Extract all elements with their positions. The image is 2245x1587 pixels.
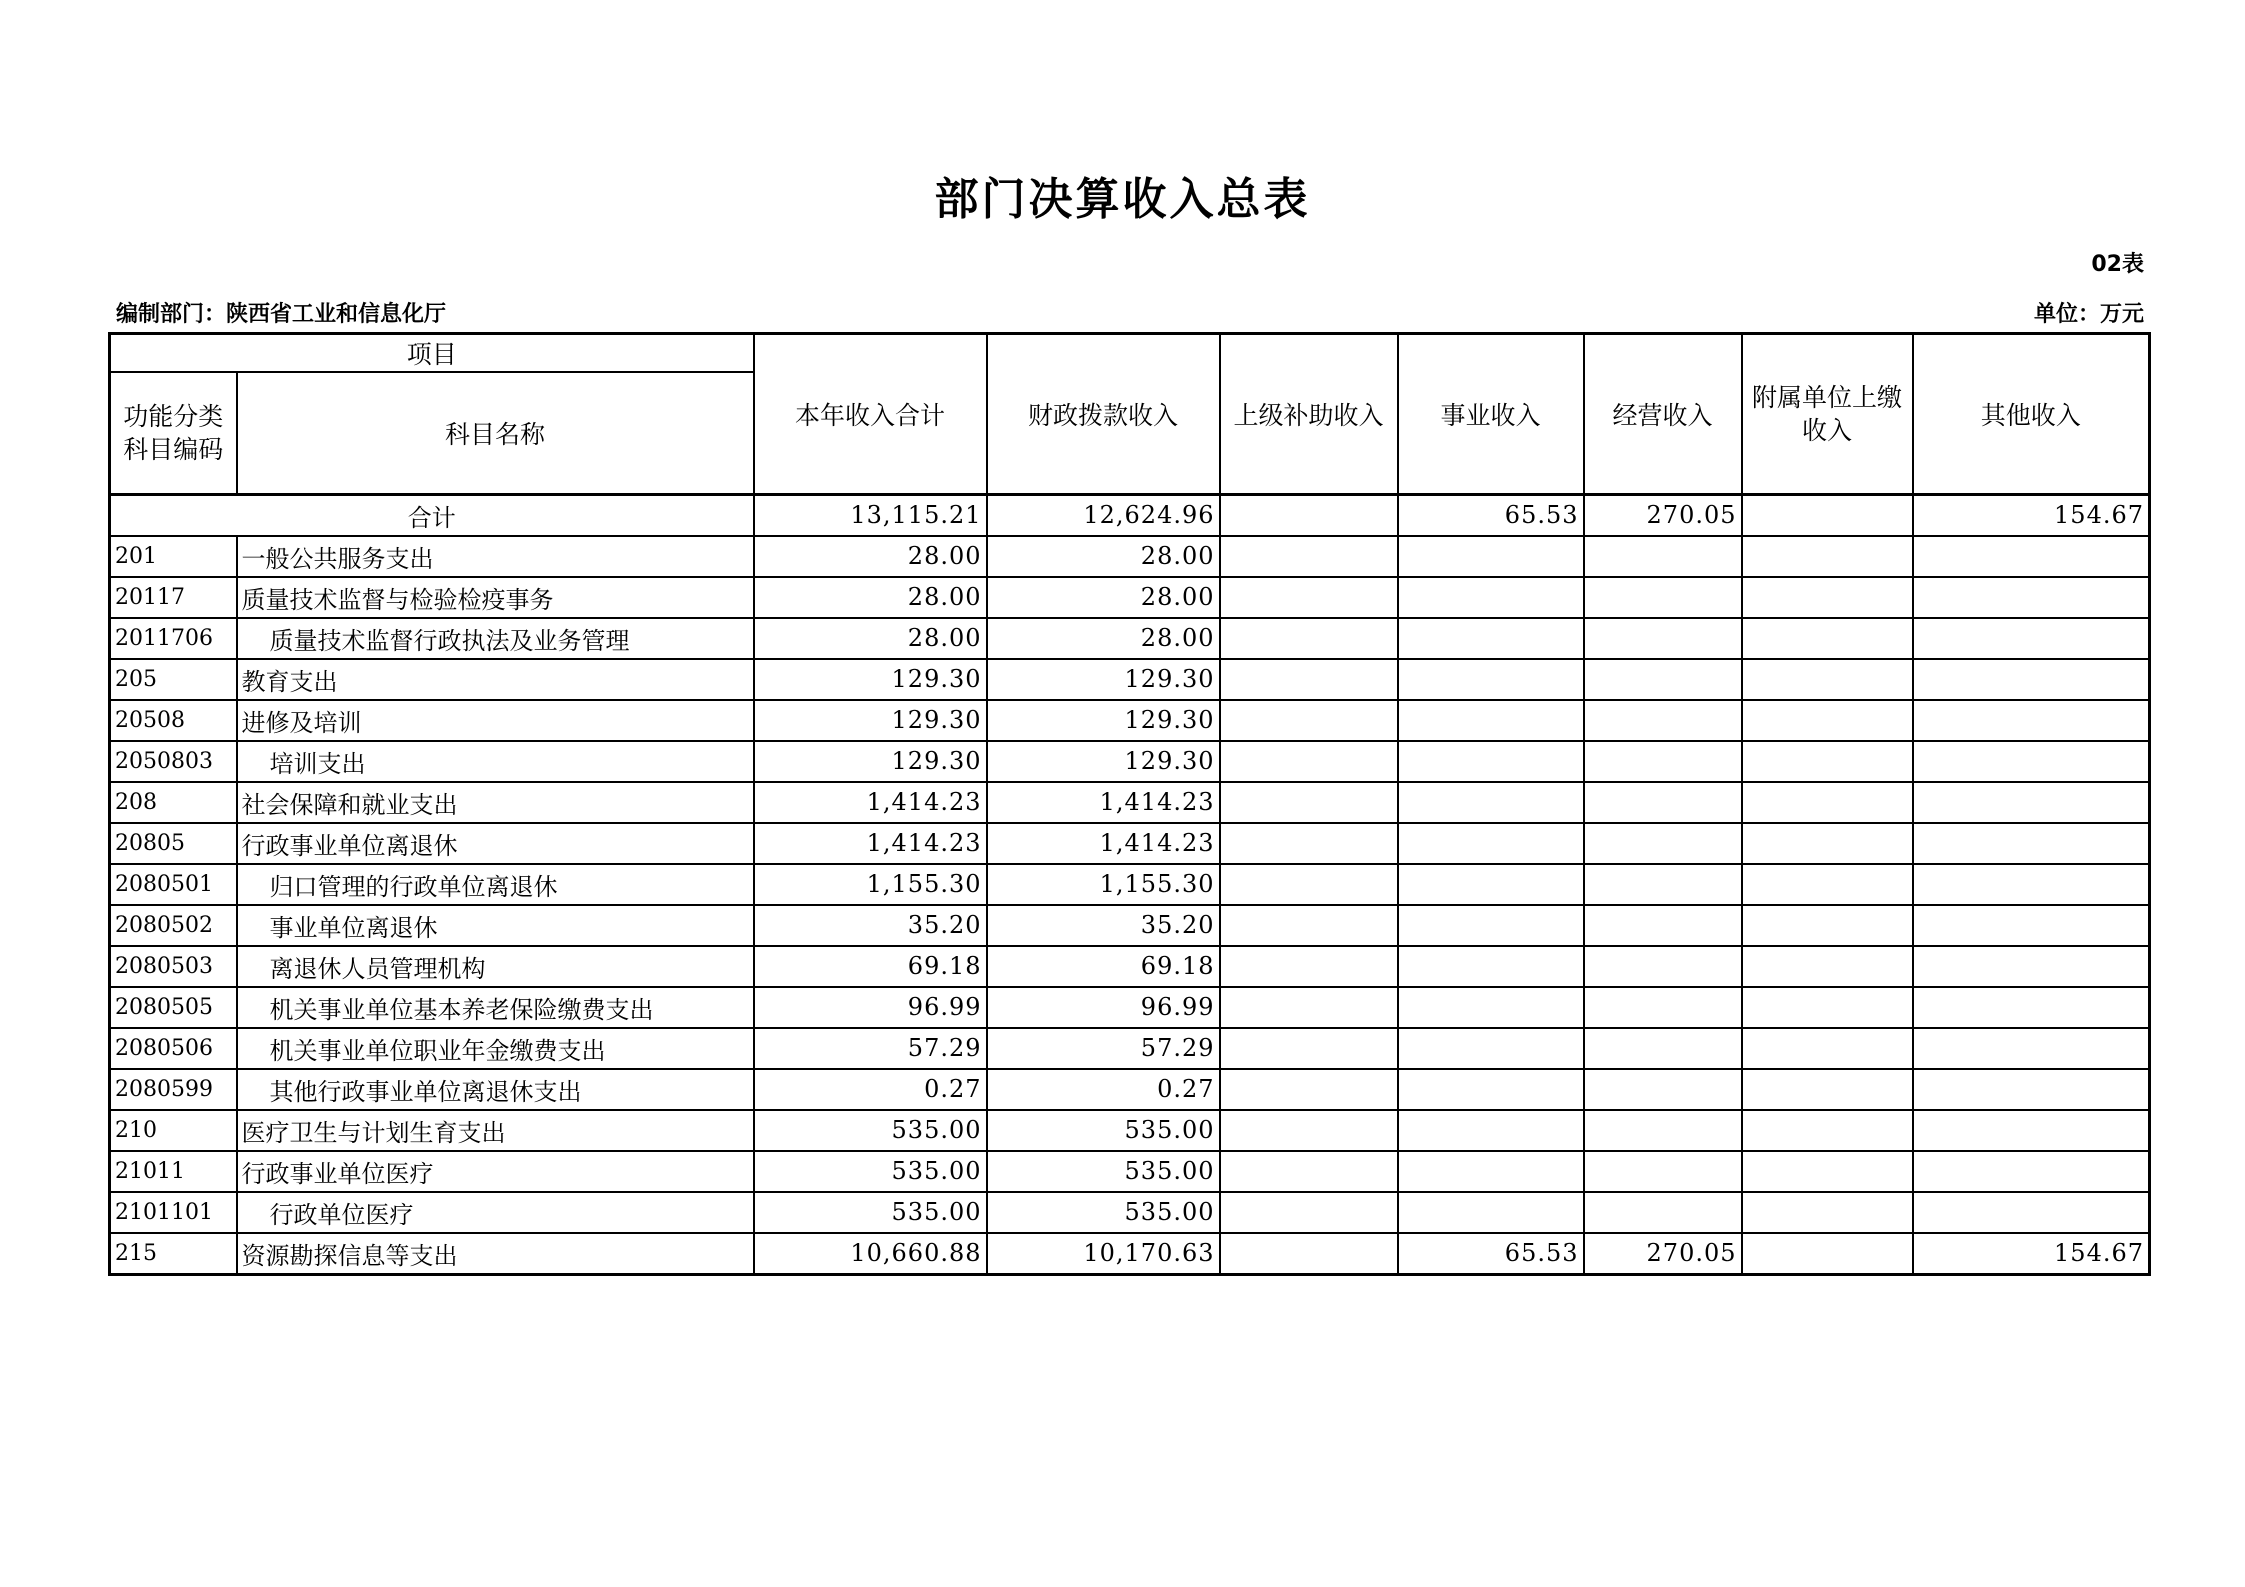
row-superior [1220, 946, 1398, 987]
unit-label: 单位：万元 [2033, 302, 2144, 327]
row-business [1398, 1069, 1584, 1110]
row-superior [1220, 577, 1398, 618]
row-operating [1584, 823, 1742, 864]
row-code: 2101101 [110, 1192, 237, 1233]
row-other [1913, 946, 2150, 987]
row-superior [1220, 618, 1398, 659]
table-row [110, 987, 2150, 1028]
row-operating: 270.05 [1584, 1233, 1742, 1275]
row-operating [1584, 700, 1742, 741]
row-name: 教育支出 [237, 659, 754, 700]
row-fiscal: 10,170.63 [987, 1233, 1220, 1275]
total-total: 13,115.21 [754, 494, 987, 536]
row-code: 205 [110, 659, 237, 700]
row-affiliated [1742, 1069, 1913, 1110]
row-business: 65.53 [1398, 1233, 1584, 1275]
row-code: 2080501 [110, 864, 237, 905]
row-business [1398, 782, 1584, 823]
row-fiscal: 96.99 [987, 987, 1220, 1028]
row-operating [1584, 536, 1742, 577]
department-label: 编制部门：陕西省工业和信息化厅 [116, 302, 447, 327]
row-other [1913, 700, 2150, 741]
table-number: 02表 [2091, 252, 2144, 277]
report-title: 部门决算收入总表 [934, 174, 1311, 225]
row-total: 0.27 [754, 1069, 987, 1110]
row-operating [1584, 1192, 1742, 1233]
row-code: 2011706 [110, 618, 237, 659]
total-affiliated [1742, 494, 1913, 536]
row-other [1913, 782, 2150, 823]
row-name: 离退休人员管理机构 [237, 946, 754, 987]
table-row [110, 700, 2150, 741]
row-affiliated [1742, 905, 1913, 946]
row-total: 28.00 [754, 536, 987, 577]
row-business [1398, 823, 1584, 864]
row-operating [1584, 618, 1742, 659]
row-superior [1220, 864, 1398, 905]
row-fiscal: 28.00 [987, 536, 1220, 577]
row-business [1398, 1192, 1584, 1233]
row-fiscal: 535.00 [987, 1192, 1220, 1233]
row-total: 129.30 [754, 659, 987, 700]
table-row [110, 618, 2150, 659]
header-fiscal: 财政拨款收入 [987, 334, 1220, 495]
row-name: 其他行政事业单位离退休支出 [237, 1069, 754, 1110]
row-operating [1584, 1110, 1742, 1151]
row-business [1398, 536, 1584, 577]
header-total: 本年收入合计 [754, 334, 987, 495]
row-operating [1584, 946, 1742, 987]
row-affiliated [1742, 741, 1913, 782]
row-operating [1584, 741, 1742, 782]
row-operating [1584, 1069, 1742, 1110]
row-name: 进修及培训 [237, 700, 754, 741]
row-business [1398, 1028, 1584, 1069]
row-fiscal: 1,155.30 [987, 864, 1220, 905]
row-affiliated [1742, 618, 1913, 659]
row-code: 208 [110, 782, 237, 823]
row-affiliated [1742, 823, 1913, 864]
row-other [1913, 1151, 2150, 1192]
row-code: 2080502 [110, 905, 237, 946]
row-code: 210 [110, 1110, 237, 1151]
row-affiliated [1742, 946, 1913, 987]
table-row [110, 782, 2150, 823]
row-business [1398, 700, 1584, 741]
row-affiliated [1742, 659, 1913, 700]
row-total: 1,155.30 [754, 864, 987, 905]
row-affiliated [1742, 987, 1913, 1028]
row-business [1398, 659, 1584, 700]
row-fiscal: 129.30 [987, 700, 1220, 741]
row-superior [1220, 782, 1398, 823]
row-name: 机关事业单位职业年金缴费支出 [237, 1028, 754, 1069]
total-label: 合计 [110, 494, 754, 536]
row-code: 21011 [110, 1151, 237, 1192]
row-superior [1220, 1110, 1398, 1151]
row-other [1913, 741, 2150, 782]
row-other [1913, 618, 2150, 659]
row-operating [1584, 577, 1742, 618]
row-fiscal: 35.20 [987, 905, 1220, 946]
row-operating [1584, 987, 1742, 1028]
row-total: 69.18 [754, 946, 987, 987]
row-business [1398, 905, 1584, 946]
row-name: 质量技术监督与检验检疫事务 [237, 577, 754, 618]
row-superior [1220, 1069, 1398, 1110]
table-row [110, 946, 2150, 987]
table-row [110, 905, 2150, 946]
row-code: 2080505 [110, 987, 237, 1028]
row-name: 归口管理的行政单位离退休 [237, 864, 754, 905]
row-other [1913, 1028, 2150, 1069]
row-fiscal: 28.00 [987, 577, 1220, 618]
row-fiscal: 535.00 [987, 1151, 1220, 1192]
row-code: 2080503 [110, 946, 237, 987]
table-row [110, 577, 2150, 618]
table-row [110, 1233, 2150, 1275]
total-fiscal: 12,624.96 [987, 494, 1220, 536]
row-name: 资源勘探信息等支出 [237, 1233, 754, 1275]
row-superior [1220, 1028, 1398, 1069]
table-row [110, 864, 2150, 905]
row-business [1398, 864, 1584, 905]
row-name: 机关事业单位基本养老保险缴费支出 [237, 987, 754, 1028]
income-summary-table [108, 332, 2151, 1276]
row-other [1913, 1069, 2150, 1110]
row-affiliated [1742, 1028, 1913, 1069]
total-row [110, 494, 2150, 536]
table-row [110, 823, 2150, 864]
row-business [1398, 577, 1584, 618]
row-name: 社会保障和就业支出 [237, 782, 754, 823]
header-name: 科目名称 [237, 372, 754, 494]
row-name: 事业单位离退休 [237, 905, 754, 946]
total-operating: 270.05 [1584, 494, 1742, 536]
row-total: 1,414.23 [754, 823, 987, 864]
row-total: 535.00 [754, 1110, 987, 1151]
row-code: 2050803 [110, 741, 237, 782]
row-operating [1584, 1028, 1742, 1069]
row-total: 10,660.88 [754, 1233, 987, 1275]
row-total: 28.00 [754, 618, 987, 659]
row-operating [1584, 1151, 1742, 1192]
row-affiliated [1742, 782, 1913, 823]
row-business [1398, 1110, 1584, 1151]
table-row [110, 1151, 2150, 1192]
row-name: 行政单位医疗 [237, 1192, 754, 1233]
row-affiliated [1742, 1110, 1913, 1151]
total-other: 154.67 [1913, 494, 2150, 536]
row-superior [1220, 536, 1398, 577]
row-superior [1220, 659, 1398, 700]
header-superior: 上级补助收入 [1220, 334, 1398, 495]
row-name: 培训支出 [237, 741, 754, 782]
row-business [1398, 618, 1584, 659]
row-fiscal: 57.29 [987, 1028, 1220, 1069]
row-superior [1220, 1233, 1398, 1275]
row-name: 行政事业单位医疗 [237, 1151, 754, 1192]
table-row [110, 1069, 2150, 1110]
row-name: 行政事业单位离退休 [237, 823, 754, 864]
row-other [1913, 1110, 2150, 1151]
row-superior [1220, 700, 1398, 741]
header-other: 其他收入 [1913, 334, 2150, 495]
row-code: 2080599 [110, 1069, 237, 1110]
row-total: 28.00 [754, 577, 987, 618]
header-business: 事业收入 [1398, 334, 1584, 495]
table-row [110, 741, 2150, 782]
row-superior [1220, 823, 1398, 864]
row-code: 20805 [110, 823, 237, 864]
row-total: 1,414.23 [754, 782, 987, 823]
row-code: 201 [110, 536, 237, 577]
row-other [1913, 659, 2150, 700]
row-business [1398, 946, 1584, 987]
row-other [1913, 823, 2150, 864]
row-fiscal: 1,414.23 [987, 782, 1220, 823]
row-name: 一般公共服务支出 [237, 536, 754, 577]
row-code: 20117 [110, 577, 237, 618]
row-code: 20508 [110, 700, 237, 741]
row-fiscal: 129.30 [987, 741, 1220, 782]
header-code: 功能分类科目编码 [110, 372, 237, 494]
row-fiscal: 69.18 [987, 946, 1220, 987]
row-operating [1584, 864, 1742, 905]
header-project: 项目 [110, 334, 754, 373]
table-row [110, 659, 2150, 700]
row-superior [1220, 1192, 1398, 1233]
table-row [110, 1028, 2150, 1069]
row-other [1913, 905, 2150, 946]
row-other [1913, 577, 2150, 618]
row-superior [1220, 1151, 1398, 1192]
row-affiliated [1742, 577, 1913, 618]
row-business [1398, 987, 1584, 1028]
row-name: 医疗卫生与计划生育支出 [237, 1110, 754, 1151]
row-superior [1220, 905, 1398, 946]
row-total: 57.29 [754, 1028, 987, 1069]
row-other [1913, 864, 2150, 905]
header-operating: 经营收入 [1584, 334, 1742, 495]
row-code: 2080506 [110, 1028, 237, 1069]
row-total: 35.20 [754, 905, 987, 946]
row-affiliated [1742, 864, 1913, 905]
table-row [110, 536, 2150, 577]
row-fiscal: 28.00 [987, 618, 1220, 659]
row-affiliated [1742, 536, 1913, 577]
row-other [1913, 1192, 2150, 1233]
row-operating [1584, 659, 1742, 700]
row-other [1913, 987, 2150, 1028]
row-affiliated [1742, 1192, 1913, 1233]
row-affiliated [1742, 700, 1913, 741]
row-operating [1584, 782, 1742, 823]
header-affiliated: 附属单位上缴收入 [1742, 334, 1913, 495]
row-total: 96.99 [754, 987, 987, 1028]
row-total: 129.30 [754, 741, 987, 782]
row-superior [1220, 987, 1398, 1028]
row-total: 129.30 [754, 700, 987, 741]
table-row [110, 1192, 2150, 1233]
total-business: 65.53 [1398, 494, 1584, 536]
row-total: 535.00 [754, 1151, 987, 1192]
row-affiliated [1742, 1233, 1913, 1275]
row-business [1398, 741, 1584, 782]
row-fiscal: 1,414.23 [987, 823, 1220, 864]
table-row [110, 1110, 2150, 1151]
row-code: 215 [110, 1233, 237, 1275]
row-operating [1584, 905, 1742, 946]
row-other: 154.67 [1913, 1233, 2150, 1275]
row-superior [1220, 741, 1398, 782]
row-fiscal: 129.30 [987, 659, 1220, 700]
row-name: 质量技术监督行政执法及业务管理 [237, 618, 754, 659]
row-affiliated [1742, 1151, 1913, 1192]
row-other [1913, 536, 2150, 577]
row-fiscal: 0.27 [987, 1069, 1220, 1110]
row-fiscal: 535.00 [987, 1110, 1220, 1151]
row-total: 535.00 [754, 1192, 987, 1233]
row-business [1398, 1151, 1584, 1192]
total-superior [1220, 494, 1398, 536]
